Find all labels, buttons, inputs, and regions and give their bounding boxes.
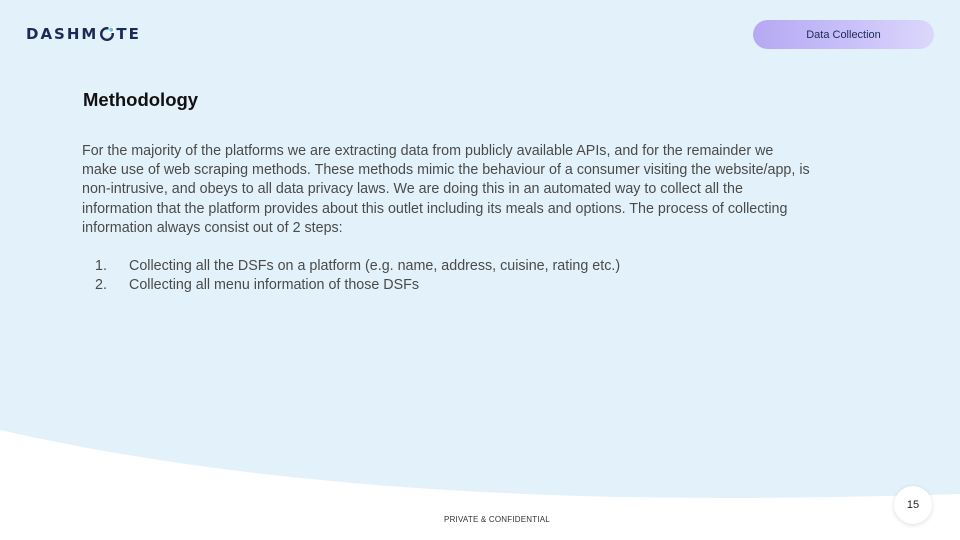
methodology-paragraph: For the majority of the platforms we are extracting data from publicly available APIs, and for the remainder we make use of web scraping methods. These methods mimic the behaviour of a consumer visiting the website/app, is non-intrusive, and obeys to all data privacy laws. We are doing this in an automated way to collect all the information that the platform provides about this outlet including its meals and options. The process of collecting information always consist out of 2 steps:	[82, 143, 810, 236]
logo-text-left: DASHM	[26, 25, 99, 43]
list-item	[82, 257, 620, 276]
section-tag: Data Collection	[753, 20, 934, 49]
dashmote-logo	[26, 24, 141, 44]
logo-text-right: TE	[116, 25, 141, 43]
step-text: Collecting all the DSFs on a platform (e.g. name, address, cuisine, rating etc.)	[129, 258, 621, 274]
step-text: Collecting all menu information of those DSFs	[129, 277, 420, 294]
step-number: 1.	[95, 258, 107, 274]
steps-list	[82, 257, 620, 295]
confidentiality-footer: PRIVATE & CONFIDENTIAL	[444, 515, 550, 524]
target-o-icon	[99, 26, 115, 42]
page-number-badge: 15	[894, 486, 932, 524]
page-title: Methodology	[83, 89, 199, 110]
list-item	[82, 276, 620, 295]
step-number: 2.	[95, 277, 107, 294]
